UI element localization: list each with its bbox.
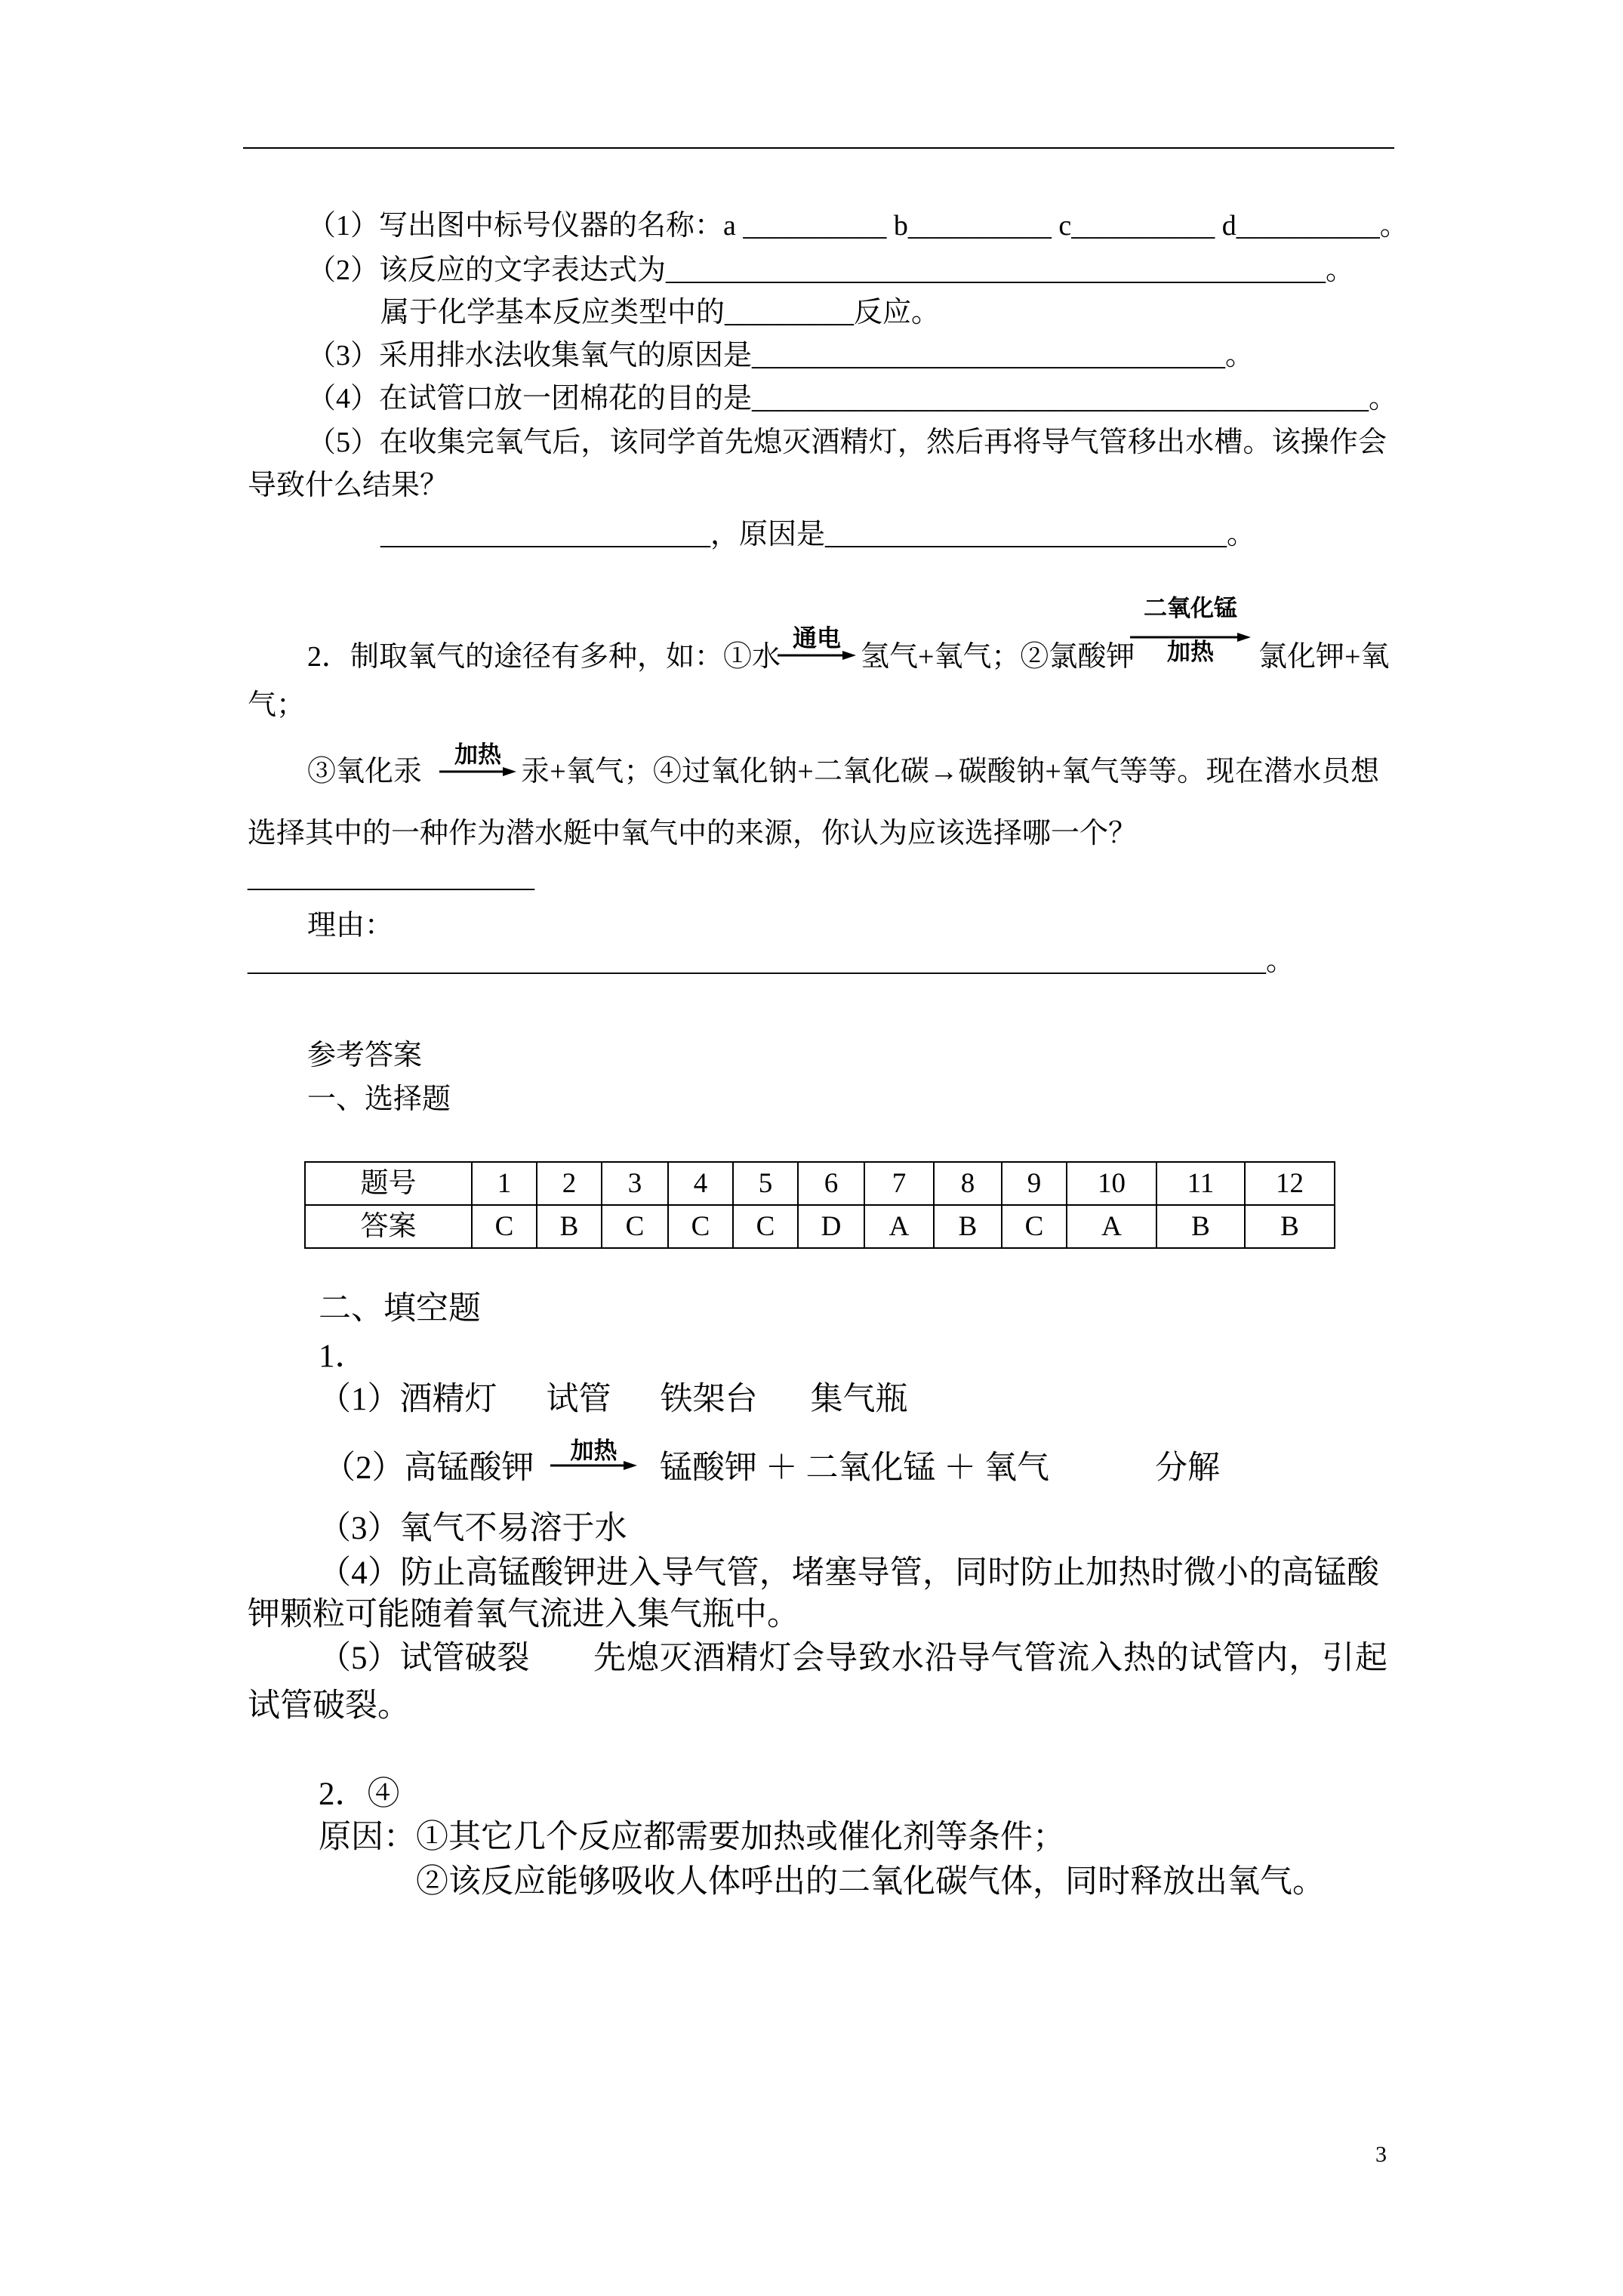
table-header-cell: 11	[1156, 1162, 1245, 1205]
table-header-cell: 7	[864, 1162, 934, 1205]
table-header-cell: 3	[602, 1162, 668, 1205]
answer-1-2-reactant: （2）高锰酸钾	[323, 1450, 534, 1486]
answer-1-1-line	[319, 1383, 908, 1416]
question-1-sub-5-line-1: （5）在收集完氧气后，该同学首先熄灭酒精灯，然后再将导气管移出水槽。该操作会	[307, 427, 1387, 458]
right-arrow-icon	[778, 650, 856, 661]
table-header-cell: 12	[1245, 1162, 1335, 1205]
answer-1-label: 1．	[319, 1339, 368, 1374]
question-2-line-4: 选择其中的一种作为潜水艇中氧气中的来源，你认为应该选择哪一个？	[248, 818, 1138, 849]
table-cell: B	[1245, 1205, 1335, 1248]
question-2-products-2: 氯化钾+氧	[1258, 641, 1390, 673]
answer-1-3: （3）氧气不易溶于水	[319, 1511, 627, 1546]
question-1-sub-2-continued: 属于化学基本反应类型中的_________反应。	[380, 297, 941, 328]
question-2-answer-blank: ____________________	[248, 861, 534, 893]
table-cell: B	[537, 1205, 602, 1248]
question-2-reason-label: 理由：	[307, 910, 394, 942]
table-cell: C	[668, 1205, 733, 1248]
arrow-condition-label: 加热	[454, 741, 501, 769]
question-2-line-3-rest: 汞+氧气；④过氧化钠+二氧化碳→碳酸钠+氧气等等。现在潜水员想	[521, 756, 1379, 787]
question-2-intro: 2．制取氧气的途径有多种，如：①水	[307, 641, 781, 673]
question-2-line-2: 气；	[248, 689, 306, 721]
table-header-cell: 10	[1067, 1162, 1156, 1205]
table-header-cell: 6	[798, 1162, 864, 1205]
table-header-cell: 9	[1002, 1162, 1067, 1205]
question-2-reason-blank: _______________________________________________________________________。	[248, 945, 1295, 977]
table-cell: C	[602, 1205, 668, 1248]
table-row	[305, 1205, 1335, 1248]
question-2-line-3-start: ③氧化汞	[307, 756, 423, 787]
question-2-products-1: 氢气+氧气；②氯酸钾	[861, 641, 1135, 673]
header-rule	[243, 147, 1394, 149]
answer-1-2-reaction-type: 分解	[1155, 1450, 1220, 1486]
arrow-condition-label: 加热	[1167, 639, 1214, 666]
table-cell: B	[934, 1205, 1002, 1248]
answer-1-1-label: （1）	[319, 1382, 400, 1417]
question-1-sub-2: （2）该反应的文字表达式为______________________________________________。	[307, 254, 1355, 286]
table-header-cell: 2	[537, 1162, 602, 1205]
answer-1-4-line-1: （4）防止高锰酸钾进入导气管，堵塞导管，同时防止加热时微小的高锰酸	[319, 1555, 1379, 1591]
arrow-condition-label: 通电	[792, 624, 841, 652]
table-cell: C	[733, 1205, 798, 1248]
table-cell: A	[1067, 1205, 1156, 1248]
answers-title: 参考答案	[307, 1040, 423, 1071]
answers-section-1-heading: 一、选择题	[307, 1083, 451, 1115]
table-cell: D	[798, 1205, 864, 1248]
table-cell: C	[1002, 1205, 1067, 1248]
answer-1-4-line-2: 钾颗粒可能随着氧气流进入集气瓶中。	[248, 1597, 799, 1632]
table-cell: A	[864, 1205, 934, 1248]
answer-item: 集气瓶	[810, 1382, 908, 1417]
answer-2-reason-1: 原因：①其它几个反应都需要加热或催化剂等条件；	[319, 1820, 1065, 1855]
table-header-cell: 题号	[305, 1162, 472, 1205]
table-header-cell: 4	[668, 1162, 733, 1205]
table-header-cell: 5	[733, 1162, 798, 1205]
question-1-sub-3: （3）采用排水法收集氧气的原因是_________________________________。	[307, 340, 1255, 371]
question-1-sub-1: （1）写出图中标号仪器的名称：a __________ b__________ c__________ d__________。	[307, 210, 1409, 242]
arrow-catalyst-label: 二氧化锰	[1144, 595, 1237, 622]
page-number: 3	[1375, 2142, 1387, 2167]
answers-section-2-heading: 二、填空题	[319, 1291, 481, 1327]
answer-item: 酒精灯	[399, 1382, 497, 1417]
table-cell: B	[1156, 1205, 1245, 1248]
answer-1-5-result: （5）试管破裂	[319, 1641, 530, 1676]
right-arrow-icon	[550, 1460, 637, 1471]
question-1-sub-5-line-2: 导致什么结果？	[248, 470, 449, 501]
answer-1-5-reason-line-1: 先熄灭酒精灯会导致水沿导气管流入热的试管内，引起	[593, 1641, 1387, 1676]
table-cell: 答案	[305, 1205, 472, 1248]
answer-2-reason-2: ②该反应能够吸收人体呼出的二氧化碳气体，同时释放出氧气。	[416, 1864, 1325, 1900]
question-1-sub-4: （4）在试管口放一团棉花的目的是___________________________________________。	[307, 383, 1398, 415]
answer-2-label: 2．④	[319, 1777, 400, 1812]
answer-item: 铁架台	[660, 1382, 758, 1417]
table-header-cell: 1	[472, 1162, 537, 1205]
question-1-sub-5-blanks: _______________________，原因是____________________________。	[380, 519, 1256, 550]
answer-item: 试管	[546, 1382, 611, 1417]
answer-table	[304, 1161, 1335, 1249]
arrow-condition-label: 加热	[570, 1438, 617, 1465]
table-row	[305, 1162, 1335, 1205]
table-header-cell: 8	[934, 1162, 1002, 1205]
answer-1-2-products: 锰酸钾 ＋ 二氧化锰 ＋ 氧气	[660, 1450, 1049, 1486]
answer-1-5-reason-line-2: 试管破裂。	[248, 1688, 410, 1724]
table-cell: C	[472, 1205, 537, 1248]
right-arrow-icon	[439, 766, 516, 777]
